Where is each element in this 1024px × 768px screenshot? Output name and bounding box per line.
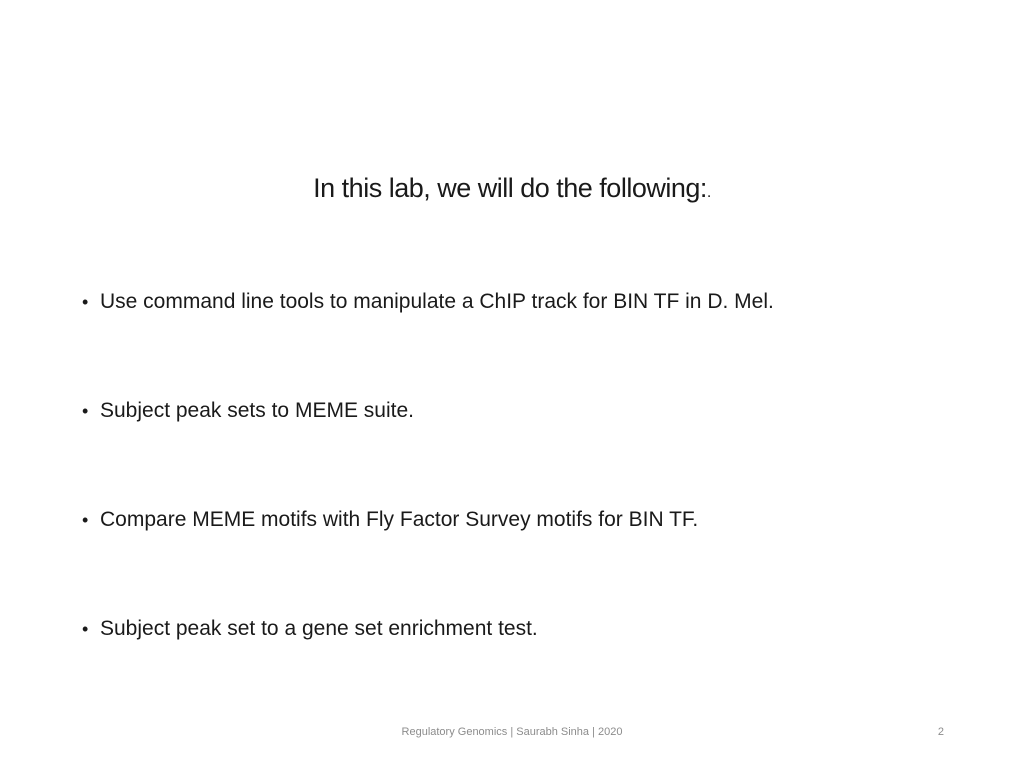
bullet-dot: • (82, 401, 89, 421)
bullet-text: Subject peak set to a gene set enrichment test. (100, 617, 538, 640)
slide-title-suffix: . (706, 184, 711, 201)
bullet-item (82, 285, 982, 394)
bullet-text: Subject peak sets to MEME suite. (100, 399, 414, 422)
bullet-text: Compare MEME motifs with Fly Factor Survey motifs for BIN TF. (100, 508, 699, 531)
bullet-dot: • (82, 292, 89, 312)
page-number: 2 (937, 726, 944, 738)
slide-title (0, 170, 1024, 211)
bullet-list (82, 285, 982, 721)
bullet-item (82, 503, 982, 612)
slide-title-text: In this lab, we will do the following: (313, 173, 707, 203)
bullet-dot: • (82, 619, 89, 639)
bullet-text: Use command line tools to manipulate a ChIP track for BIN TF in D. Mel. (100, 290, 774, 313)
bullet-item (82, 612, 982, 721)
slide-footer: Regulatory Genomics | Saurabh Sinha | 2020 (401, 726, 623, 738)
bullet-dot: • (82, 510, 89, 530)
bullet-item (82, 394, 982, 503)
